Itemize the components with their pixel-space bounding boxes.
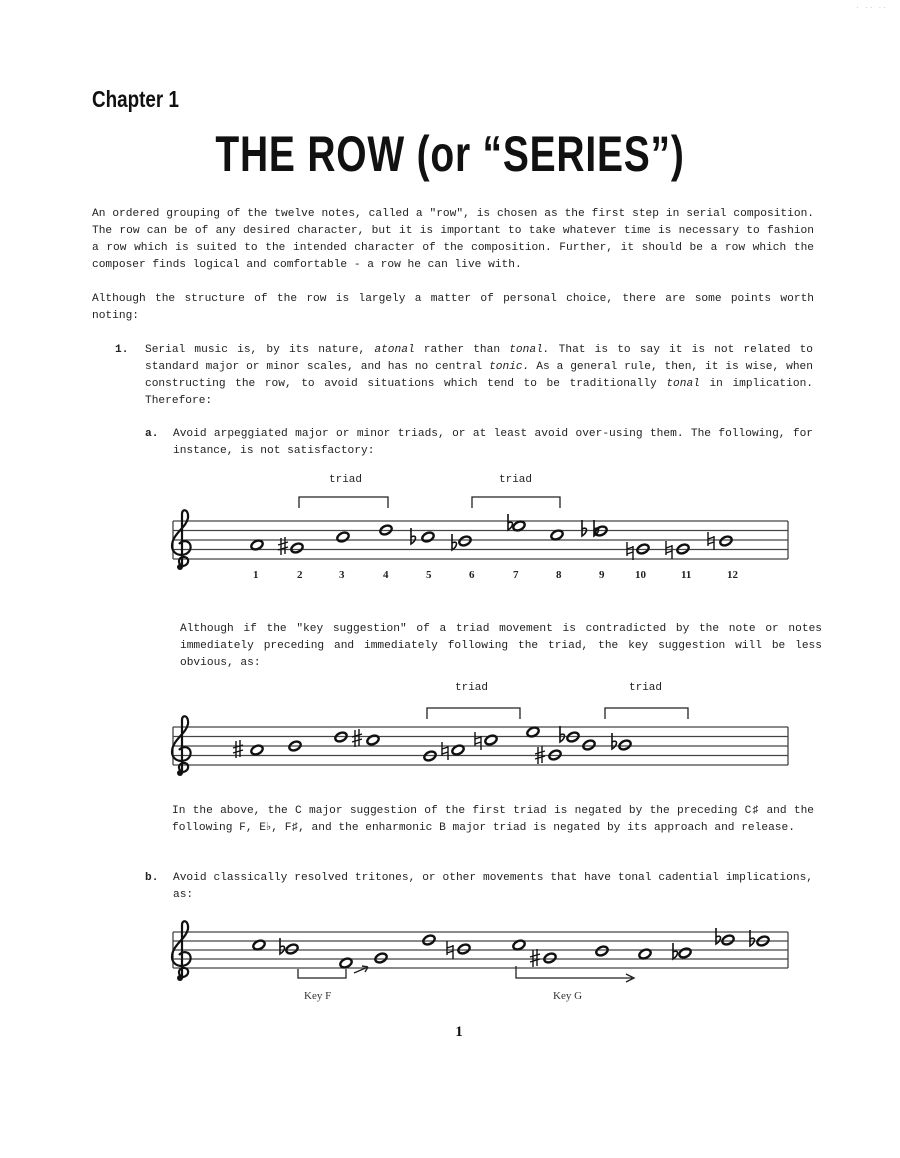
note-number: 2	[297, 569, 303, 581]
triad-bracket	[299, 497, 388, 508]
note-number: 10	[635, 569, 646, 581]
list-number-1: 1.	[115, 344, 129, 356]
note-number: 9	[599, 569, 605, 581]
triad-bracket	[472, 497, 560, 508]
key-label: Key G	[553, 990, 583, 1002]
note-number: 6	[469, 569, 475, 581]
bracket-label: triad	[629, 682, 663, 694]
page-number: 1	[455, 1024, 463, 1040]
chapter-label: Chapter 1	[92, 86, 179, 112]
key-label: Key F	[304, 990, 332, 1002]
bracket-label: triad	[329, 474, 363, 486]
sub-item-label-a: a.	[145, 428, 159, 440]
triad-contradiction-paragraph: Although if the "key suggestion" of a triad movement is contradicted by the note or notes immediately preceding and immediately following the triad, the key suggestion will be less obvious, as:	[180, 623, 822, 669]
treble-clef-icon	[172, 921, 191, 981]
example-1-staff	[172, 497, 788, 570]
sub-item-label-b: b.	[145, 872, 159, 884]
triad-bracket	[605, 708, 688, 719]
scan-artifact: · ·· ··	[856, 3, 888, 12]
page-title: THE ROW (or “SERIES”)	[215, 126, 685, 182]
intro-paragraph: An ordered grouping of the twelve notes, called a "row", is chosen as the first step in serial composition. The row can be of any desired character, but it is important to take whatever time is necessary to fashion a row which is suited to the intended character of the composition. Further, it should be a row which the composer finds logical and comfortable - a row he can live with.	[92, 208, 814, 271]
points-intro-paragraph: Although the structure of the row is largely a matter of personal choice, there are some points worth noting:	[92, 293, 814, 322]
sub-item-b: Avoid classically resolved tritones, or other movements that have tonal cadential implications, as:	[173, 872, 813, 901]
note-number: 4	[383, 569, 389, 581]
note-number: 12	[727, 569, 738, 581]
note-number-row	[0, 569, 900, 585]
sub-item-a: Avoid arpeggiated major or minor triads, or at least avoid over-using them. The following, for instance, is not satisfactory:	[173, 428, 813, 457]
example-3-staff	[172, 921, 788, 982]
note-number: 11	[681, 569, 692, 581]
bracket-label: triad	[499, 474, 533, 486]
note-number: 8	[556, 569, 562, 581]
key-bracket	[298, 969, 346, 978]
list-item-1: Serial music is, by its nature, atonal rather than tonal. That is to say it is not related to standard major or minor scales, and has no central tonic. As a general rule, then, it is wise, when constructing the row, to avoid situations which tend to be traditionally tonal in implication. Therefore:	[145, 344, 814, 407]
triad-bracket	[427, 708, 520, 719]
note-number: 5	[426, 569, 432, 581]
example-2-staff	[172, 708, 788, 776]
analysis-paragraph: In the above, the C major suggestion of the first triad is negated by the preceding C♯ and the following F, E♭, F♯, and the enharmonic B major triad is negated by its approach and release.	[172, 805, 814, 834]
note-number: 7	[513, 569, 519, 581]
note-number: 3	[339, 569, 345, 581]
bracket-label: triad	[455, 682, 489, 694]
note-number: 1	[253, 569, 259, 581]
